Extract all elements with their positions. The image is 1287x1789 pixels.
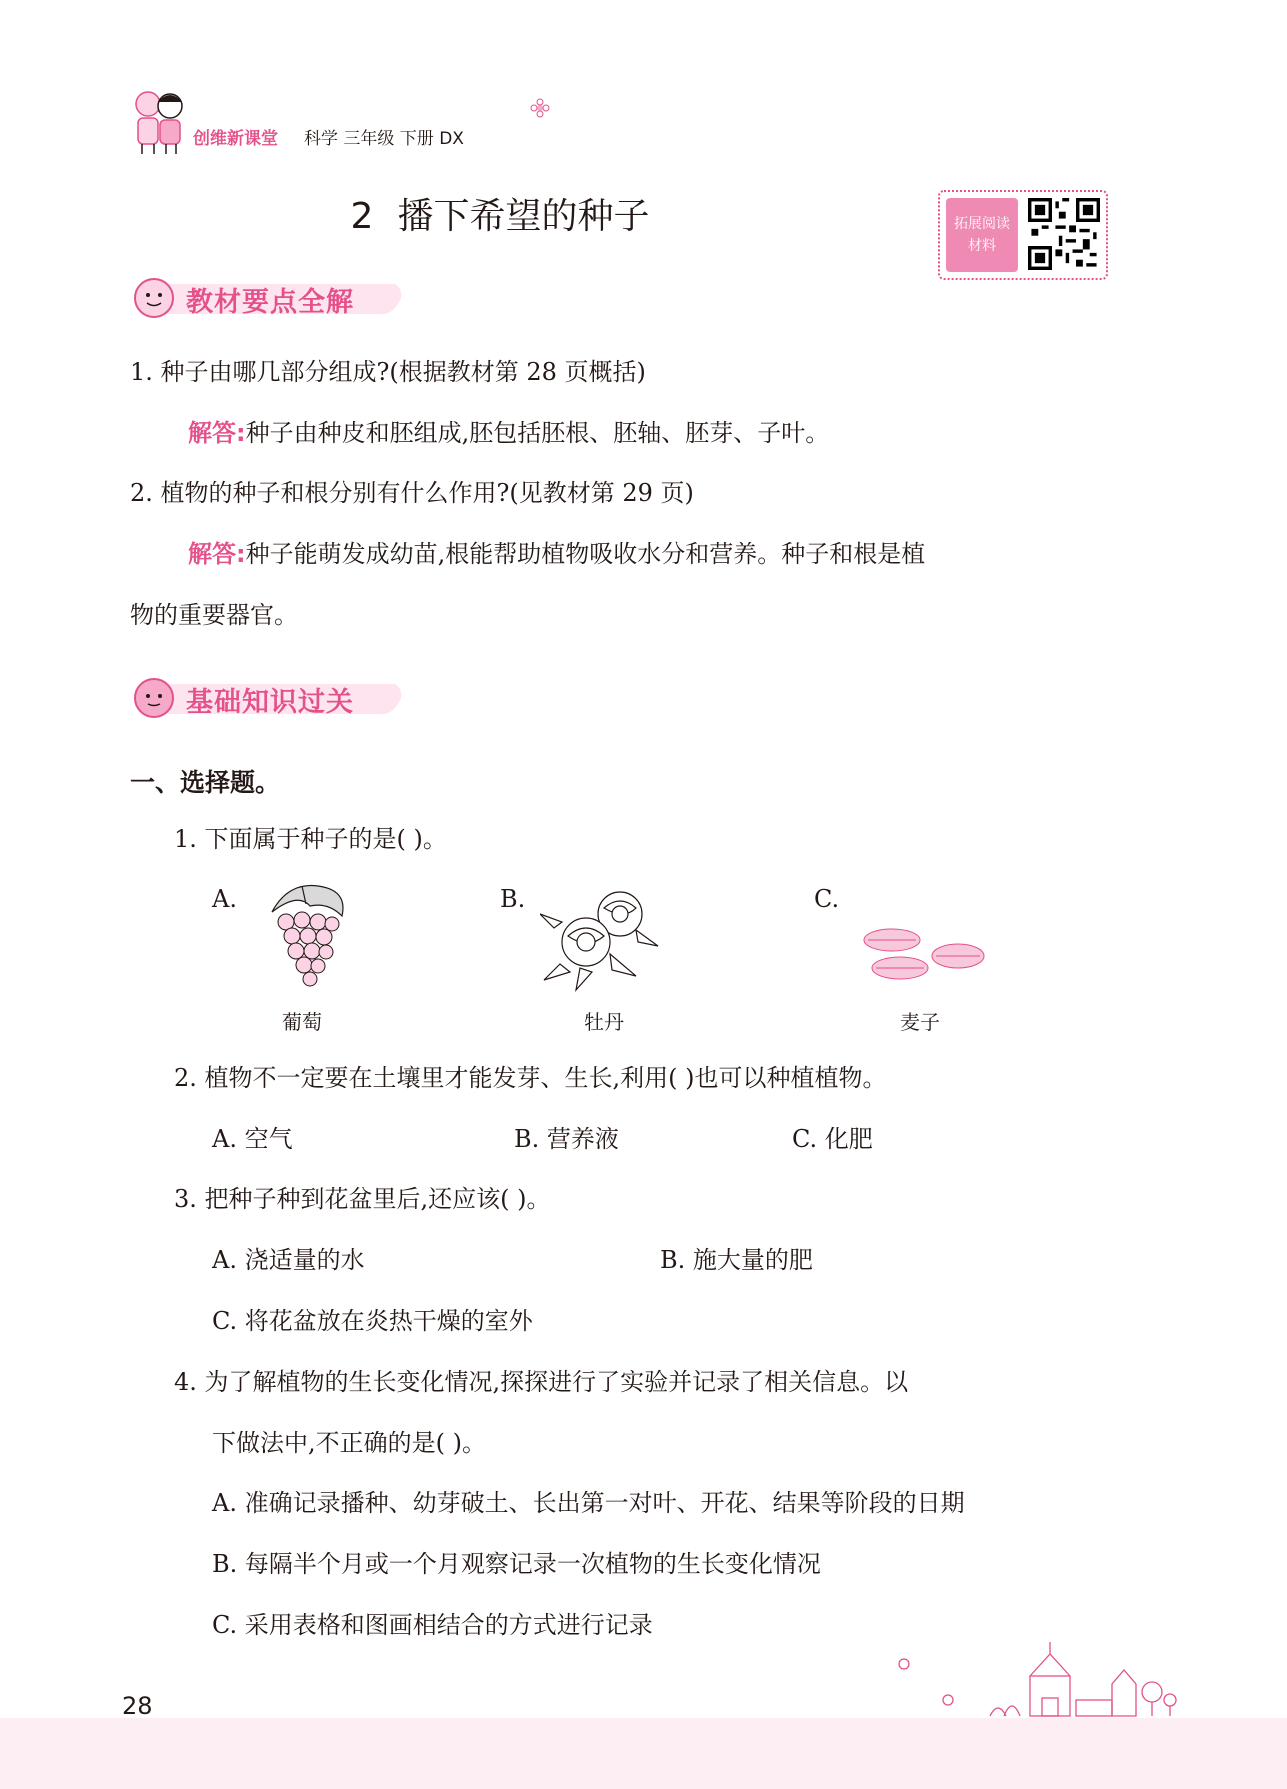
header-brand: 创维新课堂 bbox=[193, 129, 278, 149]
s1-answer-2-cont: 物的重要器官。 bbox=[130, 601, 298, 629]
s1-question-1: 1. 种子由哪几部分组成?(根据教材第 28 页概括) bbox=[130, 358, 646, 386]
q1-option-c-letter[interactable]: C. bbox=[814, 885, 840, 913]
question-4-line2: 下做法中,不正确的是( )。 bbox=[212, 1429, 486, 1457]
section-1-title: 教材要点全解 bbox=[186, 287, 354, 318]
q3-option-a[interactable]: A. 浇适量的水 bbox=[212, 1246, 365, 1274]
q2-option-b[interactable]: B. 营养液 bbox=[514, 1125, 619, 1153]
q4-option-a[interactable]: A. 准确记录播种、幼芽破土、长出第一对叶、开花、结果等阶段的日期 bbox=[212, 1489, 965, 1517]
q1-option-b-letter[interactable]: B. bbox=[500, 885, 526, 913]
header-subject: 科学 三年级 下册 DX bbox=[304, 129, 464, 149]
part-heading: 一、选择题。 bbox=[130, 768, 281, 797]
footer-band bbox=[0, 1718, 1287, 1789]
q1-option-b-caption: 牡丹 bbox=[584, 1010, 624, 1034]
footer-castle-illustration bbox=[880, 1640, 1180, 1720]
answer-label: 解答: bbox=[188, 419, 246, 447]
q1-option-c-caption: 麦子 bbox=[900, 1010, 940, 1034]
section-2-title: 基础知识过关 bbox=[186, 687, 354, 718]
flower-decoration-icon bbox=[530, 98, 550, 118]
wheat-seeds-image bbox=[858, 926, 990, 990]
page-number: 28 bbox=[122, 1692, 153, 1720]
q3-option-b[interactable]: B. 施大量的肥 bbox=[660, 1246, 813, 1274]
section-banner-2 bbox=[130, 676, 410, 722]
question-4-line1: 4. 为了解植物的生长变化情况,探探进行了实验并记录了相关信息。以 bbox=[174, 1368, 909, 1396]
extended-reading-qr[interactable] bbox=[938, 190, 1108, 280]
q2-option-a[interactable]: A. 空气 bbox=[212, 1125, 293, 1153]
qr-label bbox=[946, 198, 1018, 272]
s1-answer-2 bbox=[188, 539, 925, 569]
answer-text: 种子能萌发成幼苗,根能帮助植物吸收水分和营养。种子和根是植 bbox=[245, 540, 926, 568]
header-kids-illustration bbox=[128, 84, 190, 156]
question-2: 2. 植物不一定要在土壤里才能发芽、生长,利用( )也可以种植植物。 bbox=[174, 1064, 887, 1092]
question-3: 3. 把种子种到花盆里后,还应该( )。 bbox=[174, 1185, 551, 1213]
section-banner-1 bbox=[130, 276, 410, 322]
lesson-number: 2 bbox=[350, 196, 374, 237]
lesson-title bbox=[0, 188, 1000, 239]
answer-text: 种子由种皮和胚组成,胚包括胚根、胚轴、胚芽、子叶。 bbox=[245, 419, 830, 447]
peony-image bbox=[540, 884, 670, 994]
s1-question-2: 2. 植物的种子和根分别有什么作用?(见教材第 29 页) bbox=[130, 479, 694, 507]
qr-label-line2: 材料 bbox=[968, 238, 996, 254]
q4-option-c[interactable]: C. 采用表格和图画相结合的方式进行记录 bbox=[212, 1611, 653, 1639]
question-1: 1. 下面属于种子的是( )。 bbox=[174, 825, 447, 853]
q2-option-c[interactable]: C. 化肥 bbox=[792, 1125, 873, 1153]
q1-option-a-letter[interactable]: A. bbox=[212, 885, 237, 913]
s1-answer-1 bbox=[188, 418, 829, 448]
grape-image bbox=[258, 882, 354, 992]
q3-option-c[interactable]: C. 将花盆放在炎热干燥的室外 bbox=[212, 1307, 533, 1335]
q1-option-a-caption: 葡萄 bbox=[282, 1010, 322, 1034]
qr-code-icon[interactable] bbox=[1028, 198, 1100, 270]
q4-option-b[interactable]: B. 每隔半个月或一个月观察记录一次植物的生长变化情况 bbox=[212, 1550, 821, 1578]
answer-label: 解答: bbox=[188, 540, 246, 568]
qr-label-line1: 拓展阅读 bbox=[954, 216, 1010, 232]
lesson-title-text: 播下希望的种子 bbox=[397, 196, 650, 237]
